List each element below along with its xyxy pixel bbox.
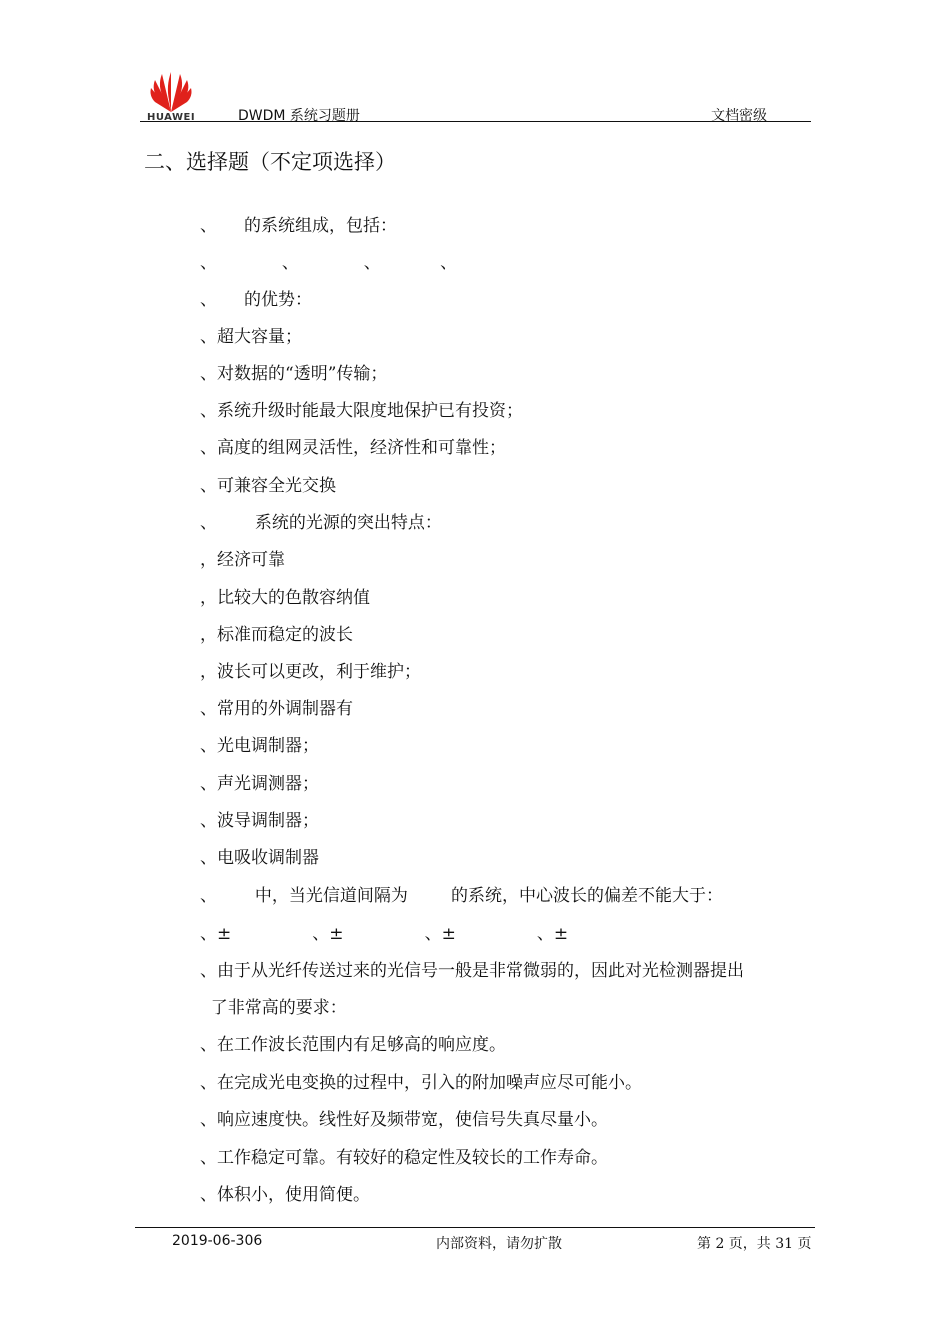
option-line: 、可兼容全光交换	[200, 476, 336, 496]
option-line: 、± 、± 、± 、±	[200, 924, 569, 944]
footer-date: 2019-06-306	[172, 1233, 263, 1249]
header-rule	[140, 121, 811, 122]
option-line: 、 、 、 、	[200, 253, 458, 273]
classification-label: 文档密级	[711, 108, 767, 124]
option-line: 、光电调制器；	[200, 736, 319, 756]
question-line: 、 中，当光信道间隔为 的系统，中心波长的偏差不能大于：	[200, 886, 724, 906]
footer-rule	[135, 1227, 815, 1228]
option-line: ，经济可靠	[200, 550, 285, 570]
document-title: DWDM 系统习题册	[238, 108, 360, 124]
section-title: 二、选择题（不定项选择）	[144, 150, 396, 174]
logo-text: HUAWEI	[147, 112, 196, 123]
option-line: 、在工作波长范围内有足够高的响应度。	[200, 1035, 506, 1055]
option-line: 、波导调制器；	[200, 811, 319, 831]
option-line: 、高度的组网灵活性，经济性和可靠性；	[200, 438, 506, 458]
question-line: 、由于从光纤传送过来的光信号一般是非常微弱的，因此对光检测器提出	[200, 961, 744, 981]
option-line: 、工作稳定可靠。有较好的稳定性及较长的工作寿命。	[200, 1148, 608, 1168]
question-line: 、常用的外调制器有	[200, 699, 353, 719]
option-line: 、电吸收调制器	[200, 848, 319, 868]
question-line: 、 的优势：	[200, 290, 313, 310]
option-line: 、响应速度快。线性好及频带宽，使信号失真尽量小。	[200, 1110, 608, 1130]
question-line: 、 系统的光源的突出特点：	[200, 513, 442, 533]
option-line: 、在完成光电变换的过程中，引入的附加噪声应尽可能小。	[200, 1073, 642, 1093]
question-line-continued: 了非常高的要求：	[200, 998, 347, 1018]
footer-note: 内部资料，请勿扩散	[436, 1236, 562, 1252]
option-line: ，标准而稳定的波长	[200, 625, 353, 645]
option-line: ，波长可以更改，利于维护；	[200, 662, 421, 682]
question-line: 、 的系统组成，包括：	[200, 216, 398, 236]
option-line: 、系统升级时能最大限度地保护已有投资；	[200, 401, 523, 421]
option-line: 、对数据的“透明”传输；	[200, 364, 388, 384]
option-line: ，比较大的色散容纳值	[200, 588, 370, 608]
option-line: 、声光调测器；	[200, 774, 319, 794]
option-line: 、超大容量；	[200, 327, 302, 347]
option-line: 、体积小，使用简便。	[200, 1185, 370, 1205]
page-number: 第 2 页，共 31 页	[697, 1236, 812, 1252]
